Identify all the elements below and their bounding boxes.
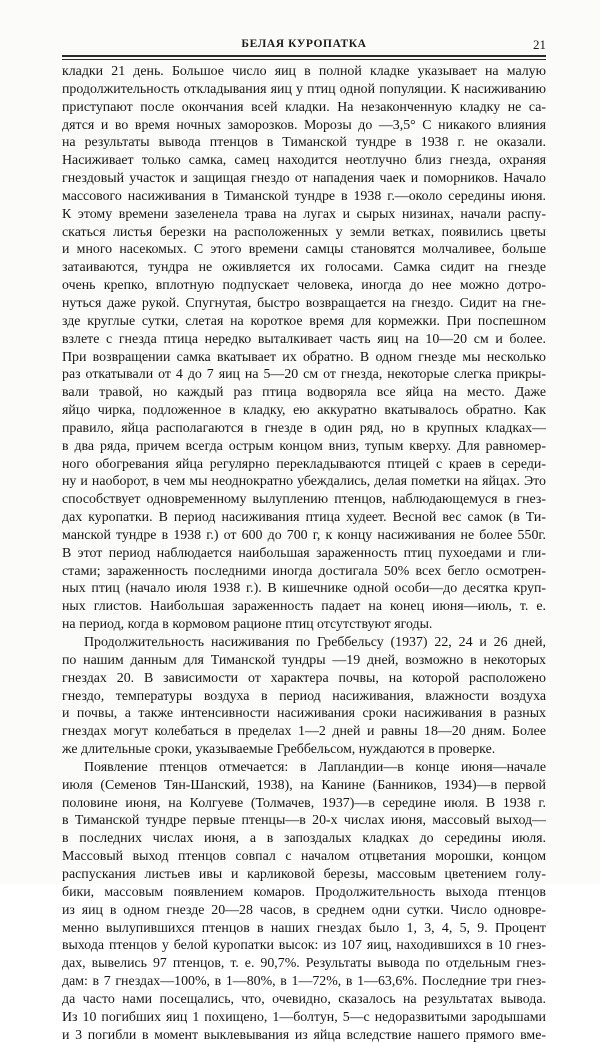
- text-line: скаться листья березки на расположенных у земли ветках, появились цветы: [62, 224, 546, 240]
- text-line: взлете с гнезда птица нередко выталкивает часть яиц на 10—20 см и более.: [62, 331, 546, 347]
- text-line: гнездо, температуры воздуха в период насиживания, влажности воздуха: [62, 688, 546, 704]
- text-line: манской тундре в 1938 г.) от 600 до 700 г, к концу насиживания не более 550г.: [62, 527, 546, 543]
- header-rule: [62, 55, 546, 57]
- text-line: же длительные сроки, указываемые Греббельсом, нуждаются в проверке.: [62, 742, 496, 758]
- page-number: 21: [533, 37, 546, 52]
- text-line: ных птиц (начало июля 1938 г.). В кишечнике одной особи—до десятка круп-: [62, 581, 546, 597]
- text-line: ных глистов. Наибольшая зараженность падает на конец июня—июль, т. е.: [62, 599, 546, 615]
- text-line: и много насекомых. С этого времени самцы становятся молчаливее, больше: [62, 242, 546, 258]
- text-line: приступают после окончания всей кладки. На незаконченную кладку не са-: [62, 99, 546, 115]
- text-line: яйцо чирка, подложенное в кладку, ею аккуратно вкатывалось обратно. Как: [62, 403, 546, 419]
- text-line: да часто нами посещались, что, очевидно, сказалось на результатах вывода.: [62, 991, 546, 1007]
- text-line: бики, массовым появлением комаров. Продолжительность выхода птенцов: [62, 884, 546, 900]
- text-line: затаиваются, тундра не оживляется их голосами. Самка сидит на гнезде: [62, 260, 546, 276]
- text-line: в последних числах июня, а в запоздалых кладках до середины июля.: [62, 831, 546, 847]
- text-line: кладки 21 день. Большое число яиц в полной кладке указывает на малую: [62, 64, 546, 79]
- header-rule-thin: [62, 59, 546, 60]
- text-line: на период, когда в кормовом рационе птиц отсутствуют ягоды.: [62, 617, 433, 633]
- text-line: Массовый выход птенцов совпал с началом отцветания морошки, концом: [62, 849, 546, 865]
- text-line: раз откатывали от 4 до 7 яиц на 5—20 см от гнезда, некоторые слегка прикры-: [62, 367, 546, 383]
- text-line: Насиживает только самка, самец находится неотлучно близ гнезда, охраняя: [62, 153, 546, 169]
- text-line: гнездах могут колебаться в пределах 1—2 дней и равны 18—20 дням. Более: [62, 724, 546, 740]
- text-line: Появление птенцов отмечается: в Лапландии—в конце июня—начале: [84, 759, 546, 775]
- text-line: дам: в 7 гнездах—100%, в 1—80%, в 1—72%, в 1—63,6%. Последние три гнез-: [62, 974, 546, 990]
- text-line: При возвращении самка вкатывает их обратно. В одном гнезде мы несколько: [62, 349, 546, 365]
- text-line: июля (Семенов Тян-Шанский, 1938), на Канине (Банников, 1934)—в первой: [62, 777, 546, 793]
- text-line: В этот период наблюдается наибольшая зараженность птиц пухоедами и гли-: [62, 545, 546, 561]
- text-line: ного обогревания яйца регулярно перекладываются птицей с краев в середи-: [62, 456, 546, 472]
- text-line: способствует одновременному вылуплению птенцов, наблюдающемуся в гнез-: [62, 492, 546, 508]
- text-line: выхода птенцов у белой куропатки высок: из 107 яиц, находившихся в 10 гнез-: [62, 938, 546, 954]
- text-line: стами; зараженность последними иногда достигала 50% всех бегло осмотрен-: [62, 563, 546, 579]
- text-line: дах, вывелись 97 птенцов, т. е. 90,7%. Результаты вывода по отдельным гнез-: [62, 956, 546, 972]
- text-line: и 3 погибли в момент выклевывания из яйца вследствие нашего прямого вме-: [62, 1027, 546, 1043]
- text-line: Из 10 погибших яиц 1 похищено, 1—болтун, 5—с недоразвитыми зародышами: [62, 1009, 546, 1025]
- text-line: очень крепко, вплотную подпускает человека, иногда до нее можно дотро-: [62, 278, 546, 294]
- text-line: правило, яйца располагаются в гнезде в один ряд, но в крупных кладках—: [62, 420, 546, 436]
- text-line: массового насиживания в Тиманской тундре в 1938 г.—около середины июня.: [62, 188, 546, 204]
- text-line: Продолжительность насиживания по Греббельсу (1937) 22, 24 и 26 дней,: [84, 635, 546, 650]
- text-line: дах куропатки. В период насиживания птица худеет. Весной вес самок (в Ти-: [62, 510, 546, 526]
- text-line: на результаты вывода птенцов в Тиманской тундре в 1938 г. не оказали.: [62, 135, 546, 151]
- text-line: продолжительность откладывания яиц у птиц одной популяции. К насиживанию: [62, 81, 546, 97]
- running-head: БЕЛАЯ КУРОПАТКА: [241, 38, 367, 50]
- text-line: К этому времени зазеленела трава на лугах и сырых низинах, начали распу-: [62, 206, 546, 222]
- text-line: распускания листьев ивы и карликовой березы, массовым цветением голу-: [62, 866, 546, 882]
- text-line: ну и наоборот, в чем мы неоднократно убеждались, делая пометки на яйцах. Это: [62, 474, 546, 490]
- text-line: половине июня, на Колгуеве (Толмачев, 1937)—в середине июля. В 1938 г.: [62, 795, 546, 811]
- text-line: гнездовый участок и защищая гнездо от нападения чаек и поморников. Начало: [62, 171, 546, 187]
- text-line: гнездах 20. В зависимости от характера почвы, на которой расположено: [62, 670, 546, 686]
- text-line: по нашим данным для Тиманской тундры —19 дней, возможно в некоторых: [62, 652, 546, 668]
- text-line: менно вылупившихся птенцов в наших гнездах было 1, 3, 4, 5, 9. Процент: [62, 920, 546, 936]
- text-line: в два ряда, причем всегда острым концом вниз, тупым кверху. Для равномер-: [62, 438, 546, 454]
- text-line: дятся и во время ночных заморозков. Морозы до —3,5° С никакого влияния: [62, 117, 546, 133]
- text-line: нуться даже рукой. Спугнутая, быстро возвращается на гнездо. Сидит на гне-: [62, 295, 546, 311]
- page-header: [62, 36, 546, 54]
- body-text: [62, 63, 546, 1044]
- text-line: вали травой, но каждый раз птица водворяла все яйца на место. Даже: [62, 385, 546, 401]
- text-line: зде круглые сутки, слетая на короткое время для кормежки. При поспешном: [62, 313, 546, 329]
- text-line: и почвы, а также интенсивности насиживания сроки насиживания в разных: [62, 706, 546, 722]
- text-line: из яиц в одном гнезде 20—28 часов, в среднем одни сутки. Число одновре-: [62, 902, 546, 918]
- text-line: в Тиманской тундре первые птенцы—в 20-х числах июня, массовый выход—: [62, 813, 546, 829]
